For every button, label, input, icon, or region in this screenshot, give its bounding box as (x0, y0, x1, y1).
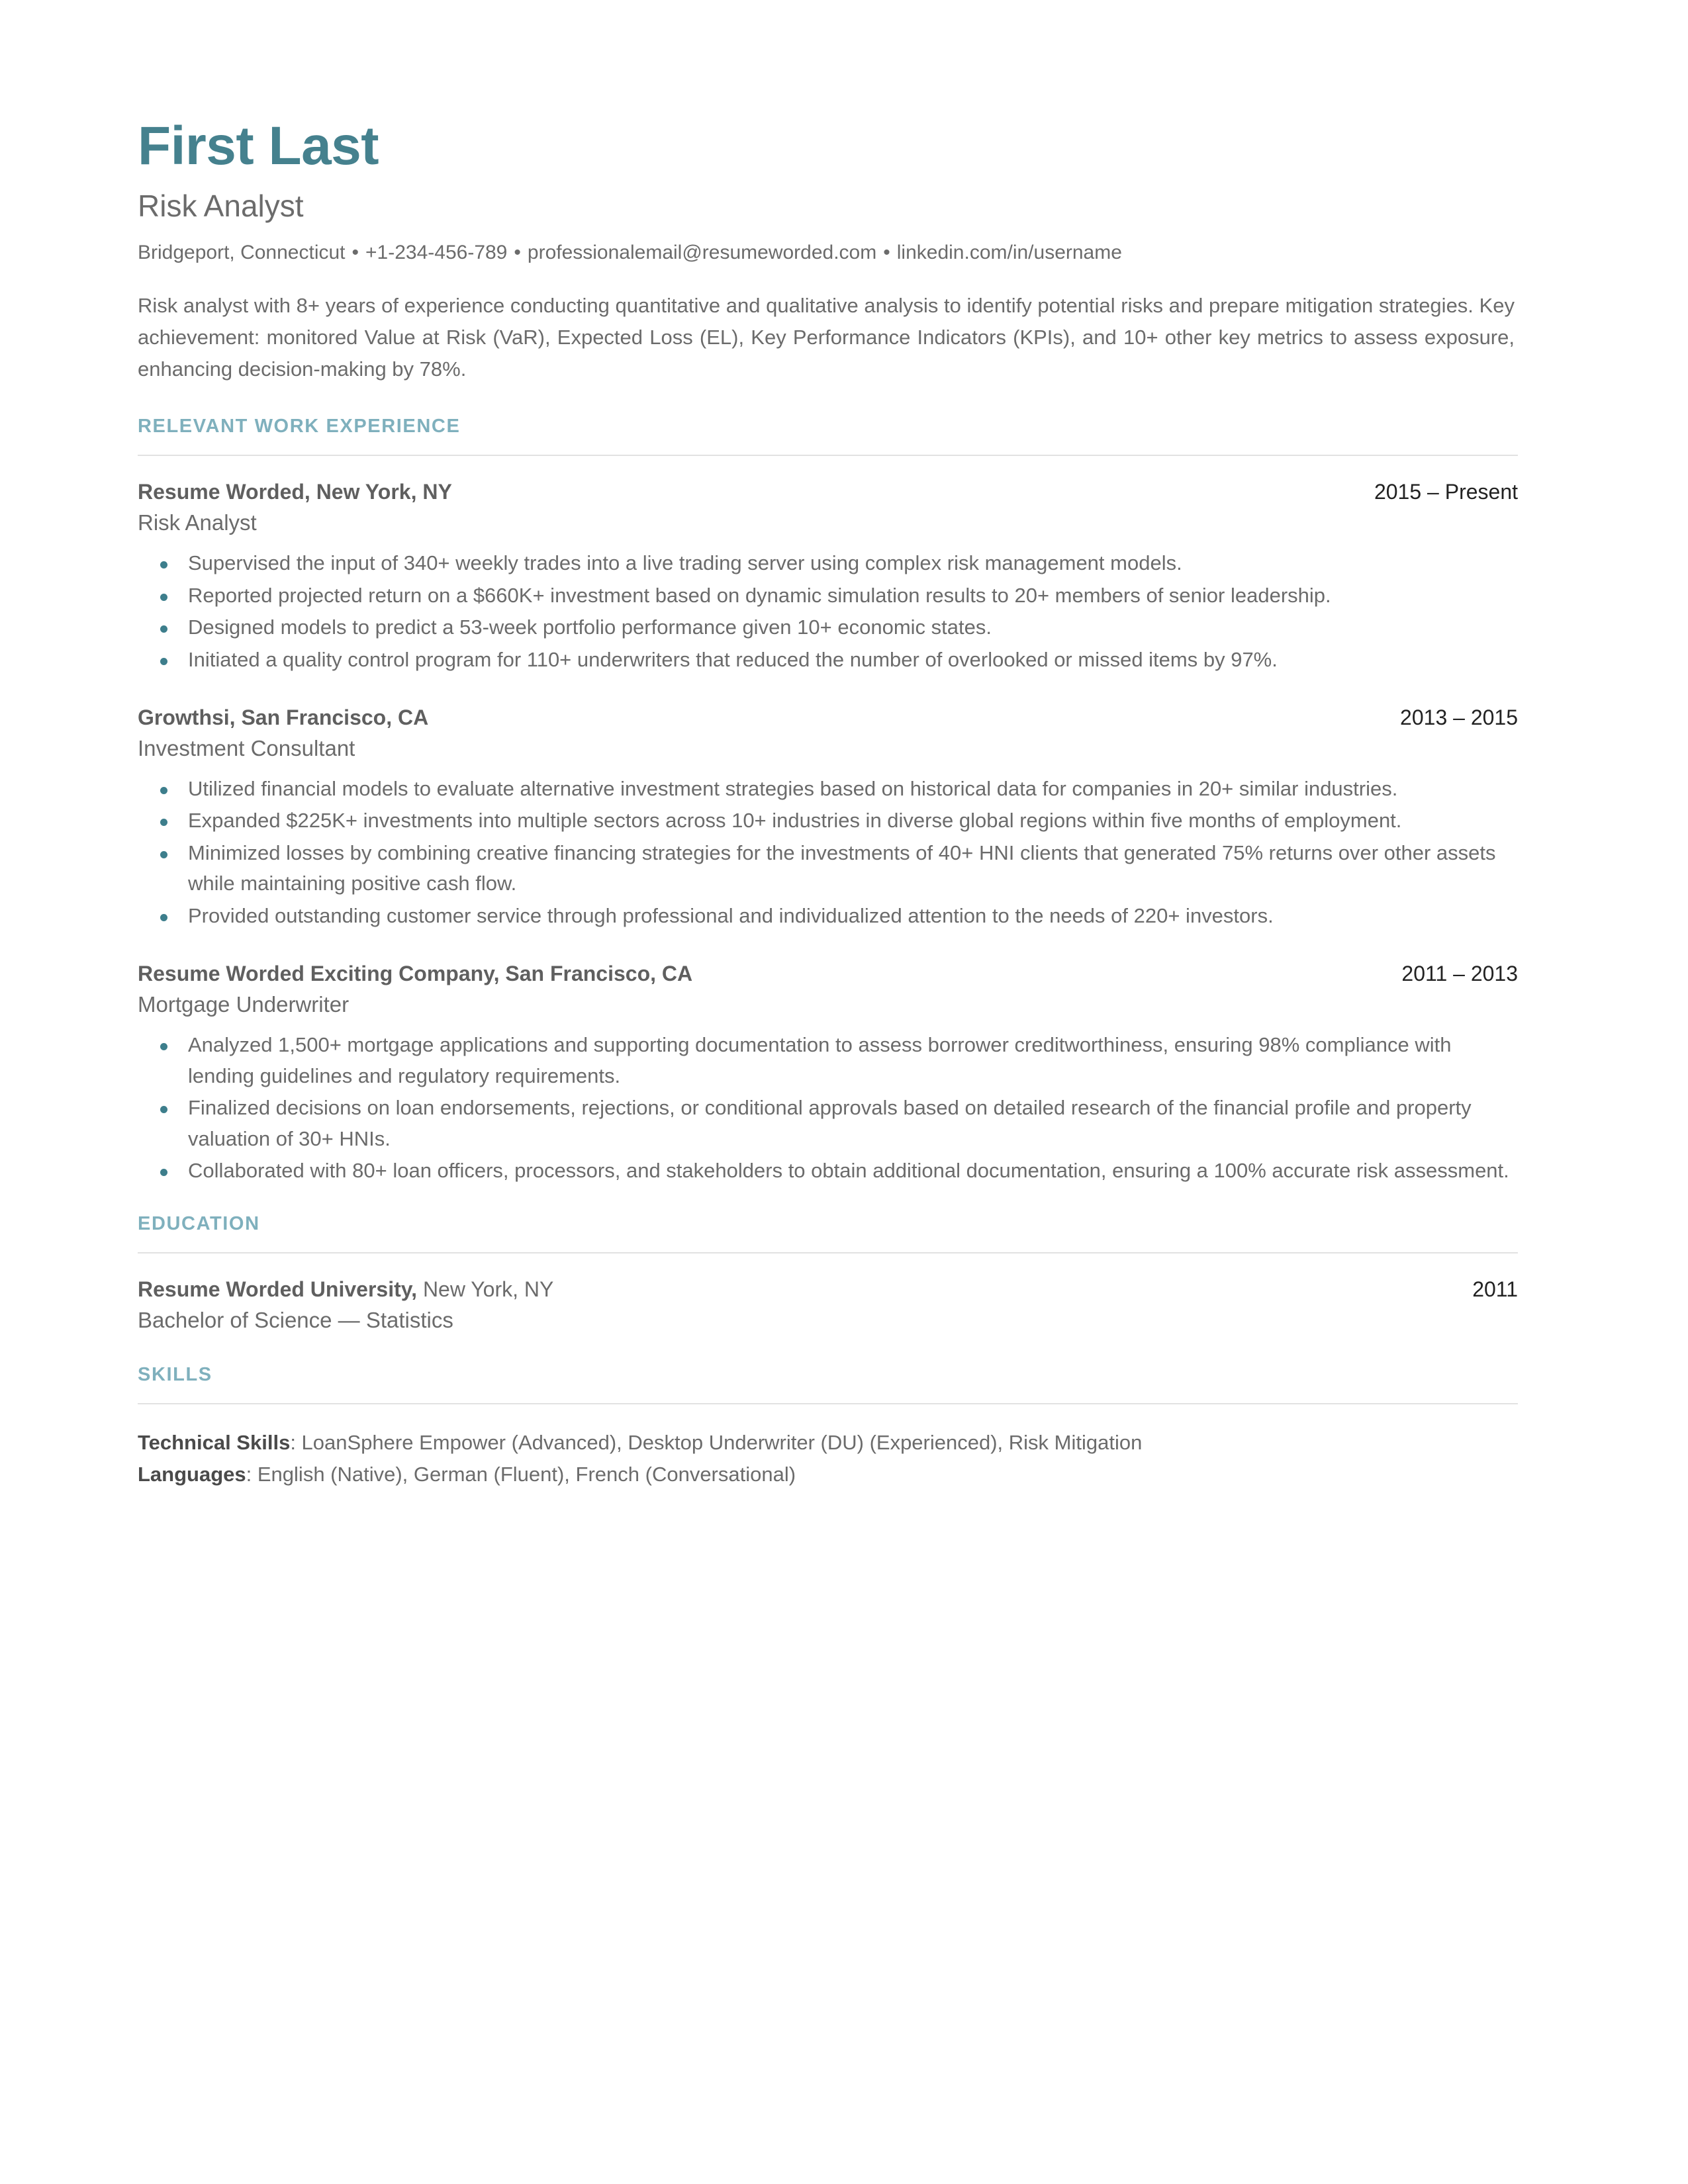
skills-category-label: Languages (138, 1462, 246, 1486)
employment-dates: 2015 – Present (1374, 480, 1518, 504)
achievement-bullet: Provided outstanding customer service through professional and individualized attention to the needs of 220+ investors. (138, 901, 1518, 932)
candidate-headline: Risk Analyst (138, 189, 304, 223)
school-location: New York, NY (417, 1277, 554, 1301)
experience-entry-header (138, 704, 1518, 731)
skills-category-values: : LoanSphere Empower (Advanced), Desktop Underwriter (DU) (Experienced), Risk Mitigation (290, 1430, 1143, 1454)
achievement-bullet: Expanded $225K+ investments into multiple sectors across 10+ industries in diverse global regions within five months of employment. (138, 805, 1518, 837)
achievement-bullet: Analyzed 1,500+ mortgage applications and supporting documentation to assess borrower creditworthiness, ensuring 98% compliance with lending guidelines and regulatory requirements. (138, 1030, 1518, 1091)
achievement-bullet: Utilized financial models to evaluate alternative investment strategies based on historical data for companies in 20+ similar industries. (138, 774, 1518, 805)
achievement-bullet: Supervised the input of 340+ weekly trades into a live trading server using complex risk management models. (138, 548, 1518, 579)
achievement-bullet: Minimized losses by combining creative financing strategies for the investments of 40+ HNI clients that generated 75% returns over other assets while maintaining positive cash flow. (138, 838, 1518, 899)
experience-entry (138, 704, 1519, 931)
contact-phone: +1-234-456-789 (365, 242, 508, 263)
employment-dates: 2013 – 2015 (1400, 705, 1518, 730)
school-name: Resume Worded University, (138, 1277, 418, 1301)
employer-name: Resume Worded, New York, NY (138, 480, 452, 504)
education-entry-header (138, 1276, 1518, 1302)
achievement-list (138, 548, 1518, 675)
section-divider-education (138, 1252, 1518, 1253)
skills-line-list (138, 1427, 1519, 1490)
contact-separator-3: • (883, 242, 890, 263)
achievement-bullet: Collaborated with 80+ loan officers, processors, and stakeholders to obtain additional documentation, ensuring a 100% accurate risk assessment. (138, 1156, 1518, 1187)
section-education (138, 1213, 1519, 1335)
contact-linkedin[interactable]: linkedin.com/in/username (896, 242, 1122, 263)
job-title: Risk Analyst (138, 510, 257, 535)
school-name-block (138, 1276, 553, 1302)
education-entry-list (138, 1276, 1519, 1335)
section-experience (138, 416, 1519, 1187)
achievement-bullet: Initiated a quality control program for 110+ underwriters that reduced the number of overlooked or missed items by 97%. (138, 645, 1518, 676)
contact-separator-2: • (514, 242, 521, 263)
education-entry (138, 1276, 1519, 1335)
section-title-skills: SKILLS (138, 1363, 212, 1385)
experience-entry (138, 478, 1519, 675)
section-divider-skills (138, 1403, 1518, 1404)
contact-line (138, 241, 1519, 265)
job-title: Mortgage Underwriter (138, 992, 350, 1017)
achievement-bullet: Finalized decisions on loan endorsements, rejections, or conditional approvals based on detailed research of the financial profile and property valuation of 30+ HNIs. (138, 1093, 1518, 1154)
resume-header (138, 116, 1519, 385)
experience-entry-header (138, 478, 1518, 505)
section-title-experience: RELEVANT WORK EXPERIENCE (138, 416, 461, 437)
achievement-bullet: Reported projected return on a $660K+ investment based on dynamic simulation results to 20+ members of senior leadership. (138, 580, 1518, 612)
graduation-year: 2011 (1472, 1277, 1518, 1301)
contact-location: Bridgeport, Connecticut (138, 242, 346, 263)
candidate-name: First Last (138, 116, 379, 176)
employer-name: Resume Worded Exciting Company, San Francisco, CA (138, 962, 693, 986)
degree-name: Bachelor of Science — Statistics (138, 1307, 453, 1332)
contact-email[interactable]: professionalemail@resumeworded.com (527, 242, 877, 263)
employment-dates: 2011 – 2013 (1401, 962, 1518, 986)
skills-category-values: : English (Native), German (Fluent), French (Conversational) (246, 1462, 796, 1486)
section-skills (138, 1364, 1519, 1490)
achievement-bullet: Designed models to predict a 53-week portfolio performance given 10+ economic states. (138, 612, 1518, 643)
section-divider-experience (138, 455, 1518, 456)
skills-category-label: Technical Skills (138, 1430, 291, 1454)
section-title-education: EDUCATION (138, 1212, 260, 1234)
contact-separator-1: • (352, 242, 359, 263)
experience-entry-list (138, 478, 1519, 1187)
employer-name: Growthsi, San Francisco, CA (138, 705, 429, 730)
skills-line (138, 1459, 1518, 1490)
job-title: Investment Consultant (138, 736, 355, 761)
professional-summary: Risk analyst with 8+ years of experience conducting quantitative and qualitative analysis to identify potential risks and prepare mitigation strategies. Key achievement: monitored Value at Risk (VaR), Expected Loss (EL), Key Performance Indicators (KPIs), and 10+ other key metrics to assess exposure, enhancing decision-making by 78%. (138, 294, 1515, 381)
experience-entry (138, 960, 1519, 1186)
experience-entry-header (138, 960, 1518, 987)
skills-line (138, 1427, 1518, 1459)
achievement-list (138, 1030, 1518, 1187)
achievement-list (138, 774, 1518, 932)
